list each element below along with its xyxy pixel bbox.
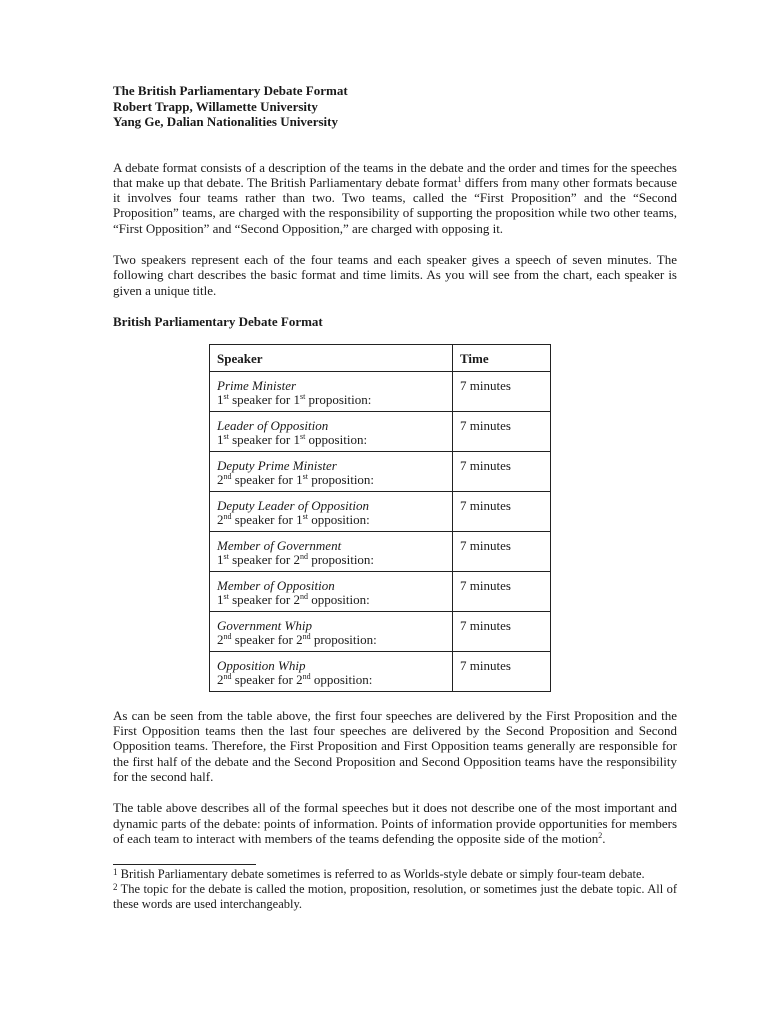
speaker-ordinal: 1 (217, 391, 224, 407)
footnote-number: 2 (113, 882, 118, 893)
footnote-1 (113, 867, 677, 882)
document-page (113, 83, 677, 912)
intro-paragraph-1 (113, 160, 677, 236)
ordinal-suffix: st (223, 591, 229, 601)
intro-paragraph-2: Two speakers represent each of the four teams and each speaker gives a speech of seven minutes. The following chart describes the basic format and time limits. As you will see from the chart, each speaker is given a unique title. (113, 251, 677, 298)
intro-paragraph-1-text-b: differs from many other formats because it involves four teams rather than two. Two teams, called the “First Proposition” and the “Second Proposition” teams, are charged with the responsibility of supporting the proposition while two other teams, “First Opposition” and “Second Opposition,” are charged with opposing it. (113, 174, 678, 236)
speaker-position (217, 633, 445, 647)
team-ordinal: 1 (293, 391, 300, 407)
team-side: proposition: (307, 551, 375, 567)
team-ordinal: 1 (296, 511, 303, 527)
speaker-ordinal: 2 (217, 631, 224, 647)
speaker-title: Deputy Prime Minister (217, 457, 337, 473)
time-cell: 7 minutes (453, 571, 551, 611)
team-ordinal: 2 (293, 591, 300, 607)
speaker-ordinal: 1 (217, 551, 224, 567)
table-row (210, 411, 551, 451)
speaker-ordinal: 2 (217, 471, 224, 487)
speaker-ordinal: 2 (217, 671, 224, 687)
table-row (210, 371, 551, 411)
ordinal-suffix: st (299, 391, 306, 401)
document-header (113, 83, 677, 130)
time-cell: 7 minutes (453, 531, 551, 571)
team-side: proposition: (305, 391, 372, 407)
speaker-position (217, 473, 445, 487)
ordinal-suffix: nd (223, 471, 232, 481)
speaker-title: Opposition Whip (217, 657, 306, 673)
speaker-cell (210, 411, 453, 451)
table-row (210, 651, 551, 691)
speaker-for-text: speaker for (231, 471, 297, 487)
ordinal-suffix: nd (223, 671, 232, 681)
team-ordinal: 1 (293, 431, 300, 447)
ordinal-suffix: nd (223, 511, 232, 521)
speaker-for-text: speaker for (228, 591, 294, 607)
author-line-2: Yang Ge, Dalian Nationalities University (113, 114, 338, 129)
speaker-cell (210, 571, 453, 611)
footnote-2 (113, 882, 677, 912)
speaker-title: Leader of Opposition (217, 417, 329, 433)
footnote-text: British Parliamentary debate sometimes is referred to as Worlds-style debate or simply four-team debate. (117, 867, 645, 882)
speaker-for-text: speaker for (228, 431, 294, 447)
ordinal-suffix: st (223, 551, 229, 561)
table-row (210, 531, 551, 571)
team-side: opposition: (310, 671, 373, 687)
team-ordinal: 2 (293, 551, 300, 567)
body-paragraph-4 (113, 800, 677, 846)
speaker-position (217, 593, 445, 607)
ordinal-suffix: st (302, 471, 308, 481)
speaker-cell (210, 491, 453, 531)
footnote-text: The topic for the debate is called the motion, proposition, resolution, or sometimes just the debate topic. All of these words are used interchangeably. (113, 882, 677, 912)
team-side: proposition: (310, 631, 377, 647)
debate-format-table (209, 344, 551, 692)
speaker-cell (210, 611, 453, 651)
team-side: opposition: (305, 431, 368, 447)
speaker-cell (210, 531, 453, 571)
header-time: Time (453, 344, 551, 371)
speaker-position (217, 433, 445, 447)
speaker-for-text: speaker for (231, 671, 297, 687)
table-row (210, 611, 551, 651)
speaker-for-text: speaker for (228, 551, 294, 567)
speaker-ordinal: 1 (217, 591, 224, 607)
footnote-ref-2[interactable]: 2 (598, 830, 603, 840)
speaker-for-text: speaker for (228, 391, 294, 407)
speaker-position (217, 553, 445, 567)
footnote-number: 1 (113, 867, 118, 878)
footnote-separator (113, 864, 256, 865)
footnote-ref-1[interactable]: 1 (457, 174, 462, 184)
team-ordinal: 2 (296, 671, 303, 687)
table-row (210, 491, 551, 531)
speaker-for-text: speaker for (231, 511, 297, 527)
time-cell: 7 minutes (453, 491, 551, 531)
speaker-title: Deputy Leader of Opposition (217, 497, 370, 513)
team-side: proposition: (307, 471, 375, 487)
body-paragraph-4-text-a: The table above describes all of the formal speeches but it does not describe one of the most important and dynamic parts of the debate: points of information. Points of information provide opportunities for members of each team to interact with members of the teams defending the opposite side of the motion (113, 800, 677, 846)
speaker-cell (210, 451, 453, 491)
author-line-1: Robert Trapp, Willamette University (113, 98, 318, 114)
ordinal-suffix: nd (302, 631, 311, 641)
speaker-title: Government Whip (217, 617, 312, 633)
time-cell: 7 minutes (453, 651, 551, 691)
ordinal-suffix: st (302, 511, 308, 521)
speaker-title: Member of Government (217, 537, 342, 553)
speaker-cell (210, 651, 453, 691)
body-paragraph-4-text-b: . (602, 830, 606, 846)
time-cell: 7 minutes (453, 611, 551, 651)
time-cell: 7 minutes (453, 411, 551, 451)
ordinal-suffix: nd (299, 551, 308, 561)
time-cell: 7 minutes (453, 371, 551, 411)
ordinal-suffix: st (299, 431, 306, 441)
table-row (210, 451, 551, 491)
team-side: opposition: (307, 511, 370, 527)
footnotes (113, 867, 677, 912)
ordinal-suffix: nd (223, 631, 232, 641)
team-side: opposition: (307, 591, 370, 607)
ordinal-suffix: nd (299, 591, 308, 601)
table-row (210, 571, 551, 611)
table-title: British Parliamentary Debate Format (113, 313, 323, 329)
speaker-title: Prime Minister (217, 377, 297, 393)
speaker-position (217, 513, 445, 527)
speaker-title: Member of Opposition (217, 577, 335, 593)
table-header-row (210, 344, 551, 371)
header-speaker: Speaker (210, 344, 453, 371)
speaker-for-text: speaker for (231, 631, 297, 647)
speaker-ordinal: 1 (217, 431, 224, 447)
ordinal-suffix: nd (302, 671, 311, 681)
team-ordinal: 1 (296, 471, 303, 487)
speaker-position (217, 673, 445, 687)
time-cell: 7 minutes (453, 451, 551, 491)
document-title: The British Parliamentary Debate Format (113, 83, 348, 98)
body-paragraph-3: As can be seen from the table above, the first four speeches are delivered by the First Proposition and the First Opposition teams then the last four speeches are delivered by the Second Proposition and Second Opposition teams. Therefore, the First Proposition and First Opposition teams generally are responsible for the first half of the debate and the Second Proposition and Second Opposition teams have the responsibility for the second half. (113, 707, 677, 785)
team-ordinal: 2 (296, 631, 303, 647)
speaker-cell (210, 371, 453, 411)
speaker-ordinal: 2 (217, 511, 224, 527)
ordinal-suffix: st (223, 431, 229, 441)
speaker-position (217, 393, 445, 407)
intro-paragraph-1-text-a: A debate format consists of a description of the teams in the debate and the order and times for the speeches that make up that debate. The British Parliamentary debate format (113, 159, 677, 190)
ordinal-suffix: st (223, 391, 229, 401)
